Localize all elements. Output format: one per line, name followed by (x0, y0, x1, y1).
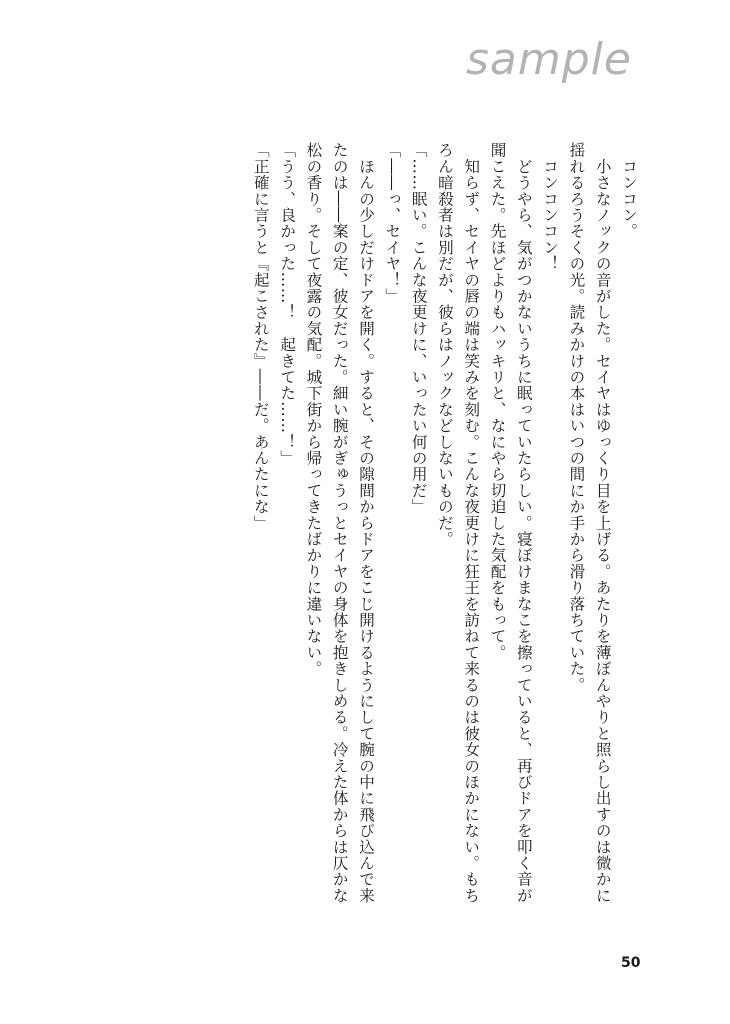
dialogue-2: 「――っ、セイヤ！」 (383, 142, 402, 304)
paragraph-6: ほんの少しだけドアを開く。すると、その隙間からドアをこじ開けるようにして腕の中に飛び込んで来たのは――案の定、彼女だった。細い腕がぎゅうっとセイヤの身体を抱きしめる。冷えた体からは仄かな松の香り。そして夜露の気配。城下街から帰ってきたばかりに違いない。 (304, 142, 376, 904)
paragraph-3: コンコンコン！ (541, 142, 560, 272)
dialogue-4: 「正確に言うと『起こされた』――だ。あんたにな」 (251, 142, 270, 531)
paragraph-2: 小さなノックの音がした。セイヤはゆっくり目を上げる。あたりを薄ぼんやりと照らし出すのは微かに揺れるろうそくの光。読みかけの本はいつの間にか手から滑り落ちていた。 (567, 142, 612, 904)
paragraph-5: 知らず、セイヤの唇の端は笑みを刻む。こんな夜更けに狂王を訪ねて来るのは彼女のほかにない。もちろん暗殺者は別だが、彼らはノックなどしないものだ。 (435, 142, 481, 904)
dialogue-1: 「……眠い。こんな夜更けに、いったい何の用だ」 (409, 142, 428, 515)
paragraph-4: どうやら、気がつかないうちに眠っていたらしい。寝ぼけまなこを擦っていると、再びドアを叩く音が聞こえた。先ほどよりもハッキリと、なにやら切迫した気配をもって。 (488, 142, 533, 904)
page-number: 50 (621, 955, 641, 971)
paragraph-1: コンコン。 (620, 142, 638, 240)
vertical-text-body (137, 142, 642, 912)
dialogue-3: 「うう、良かった……！ 起きてた……！」 (278, 142, 297, 466)
sample-watermark: sample (466, 34, 632, 85)
